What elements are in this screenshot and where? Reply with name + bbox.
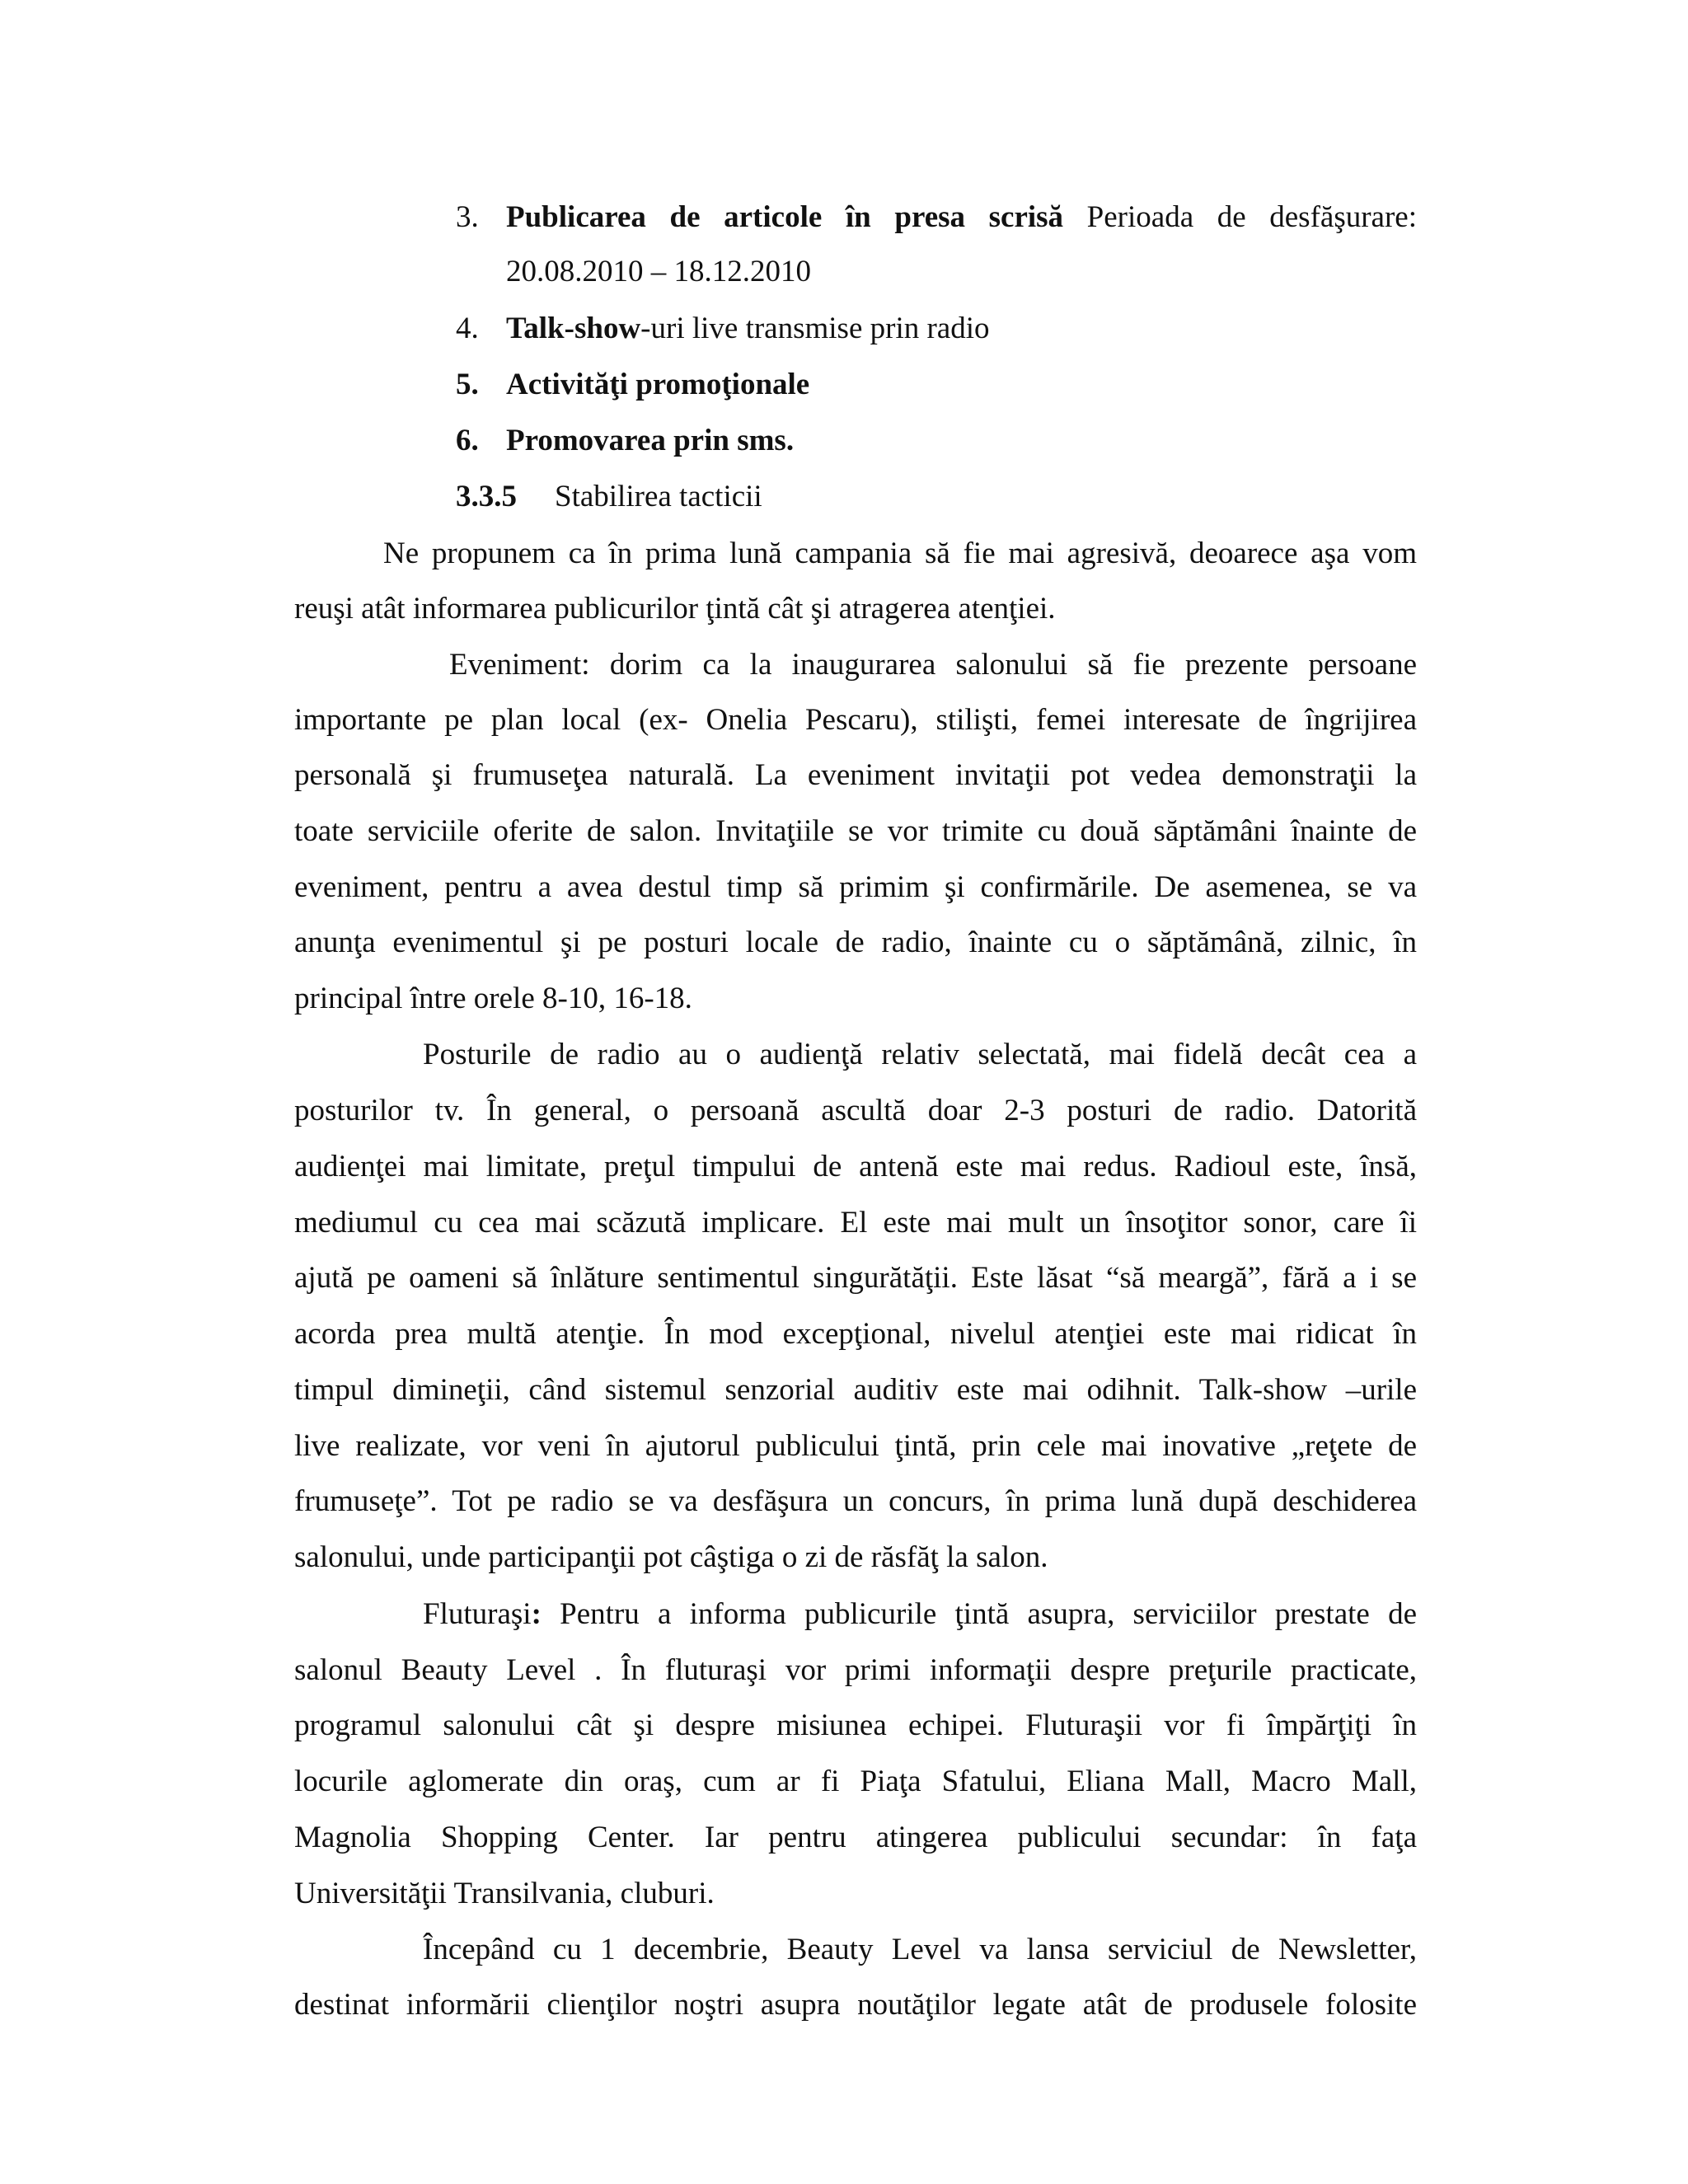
paragraph-lead: Fluturaşi [423,1597,532,1631]
list-item-bold: Promovarea prin sms. [506,424,795,457]
paragraph-line: salonul Beauty Level . În fluturaşi vor primi informaţii despre preţurile practicate, [294,1653,1417,1687]
paragraph-line: toate serviciile oferite de salon. Invitaţiile se vor trimite cu două săptămâni înainte de [294,814,1417,848]
paragraph-line: Posturile de radio au o audienţă relativ selectată, mai fidelă decât cea a [423,1038,1417,1071]
list-item-6 [506,425,794,456]
paragraph-lead-colon: : [531,1597,542,1631]
paragraph-line: salonului, unde participanţii pot câştiga o zi de răsfăţ la salon. [294,1540,1048,1574]
paragraph-line: Eveniment: dorim ca la inaugurarea salonului să fie prezente persoane [449,648,1417,682]
paragraph-line: destinat informării clienţilor noştri asupra noutăţilor legate atât de produsele folosite [294,1988,1417,2022]
paragraph-line: anunţa evenimentul şi pe posturi locale de radio, înainte cu o săptămână, zilnic, în [294,926,1417,959]
list-item-4 [506,313,990,344]
paragraph-line: ajută pe oameni să înlăture sentimentul singurătăţii. Este lăsat “să meargă”, fără a i se [294,1261,1417,1295]
paragraph-line: personală şi frumuseţea naturală. La eveniment invitaţii pot vedea demonstraţii la [294,758,1417,792]
paragraph-line: principal între orele 8-10, 16-18. [294,982,692,1015]
paragraph-line: audienţei mai limitate, preţul timpului de antenă este mai redus. Radioul este, însă, [294,1150,1417,1183]
paragraph-line: programul salonului cât şi despre misiunea echipei. Fluturaşii vor fi împărţiţi în [294,1708,1417,1742]
paragraph-line: importante pe plan local (ex- Onelia Pescaru), stilişti, femei interesate de îngrijirea [294,703,1417,737]
paragraph-line: timpul dimineţii, când sistemul senzorial auditiv este mai odihnit. Talk-show –urile [294,1373,1417,1407]
list-item-bold: Talk-show [506,312,641,345]
paragraph-line: frumuseţe”. Tot pe radio se va desfăşura un concurs, în prima lună după deschiderea [294,1484,1417,1518]
section-title: Stabilirea tacticii [555,480,762,513]
paragraph-line: reuşi atât informarea publicurilor ţintă cât şi atragerea atenţiei. [294,592,1056,626]
list-item-bold: Publicarea de articole în presa scrisă [506,200,1064,234]
paragraph-line: Începând cu 1 decembrie, Beauty Level va lansa serviciul de Newsletter, [423,1933,1417,1966]
list-item-3 [506,202,1417,232]
paragraph-line: Magnolia Shopping Center. Iar pentru atingerea publicului secundar: în faţa [294,1821,1417,1854]
list-item-3-continuation: 20.08.2010 – 18.12.2010 [506,255,811,288]
paragraph-lead-rest: Pentru a informa publicurile ţintă asupra, serviciilor prestate de [541,1597,1417,1631]
list-item-rest: -uri live transmise prin radio [640,312,990,345]
paragraph-line [423,1599,1417,1629]
paragraph-line: acorda prea multă atenţie. În mod excepţional, nivelul atenţiei este mai ridicat în [294,1317,1417,1351]
list-item-bold: Activităţi promoţionale [506,368,810,401]
paragraph-line: mediumul cu cea mai scăzută implicare. El este mai mult un însoţitor sonor, care îi [294,1206,1417,1240]
paragraph-line: live realizate, vor veni în ajutorul publicului ţintă, prin cele mai inovative „reţete de [294,1429,1417,1463]
paragraph-line: Universităţii Transilvania, cluburi. [294,1877,715,1910]
paragraph-line: locurile aglomerate din oraş, cum ar fi Piaţa Sfatului, Eliana Mall, Macro Mall, [294,1765,1417,1798]
list-item-rest: Perioada de desfăşurare: [1063,200,1417,234]
list-number: 5. [456,368,479,401]
list-number: 6. [456,424,479,457]
list-item-5 [506,369,809,400]
paragraph-line: posturilor tv. În general, o persoană ascultă doar 2-3 posturi de radio. Datorită [294,1094,1417,1127]
paragraph-line: eveniment, pentru a avea destul timp să primim şi confirmările. De asemenea, se va [294,870,1417,904]
list-number: 4. [456,312,479,345]
section-number: 3.3.5 [456,480,517,513]
list-number: 3. [456,200,479,234]
paragraph-line: Ne propunem ca în prima lună campania să fie mai agresivă, deoarece aşa vom [383,537,1417,570]
